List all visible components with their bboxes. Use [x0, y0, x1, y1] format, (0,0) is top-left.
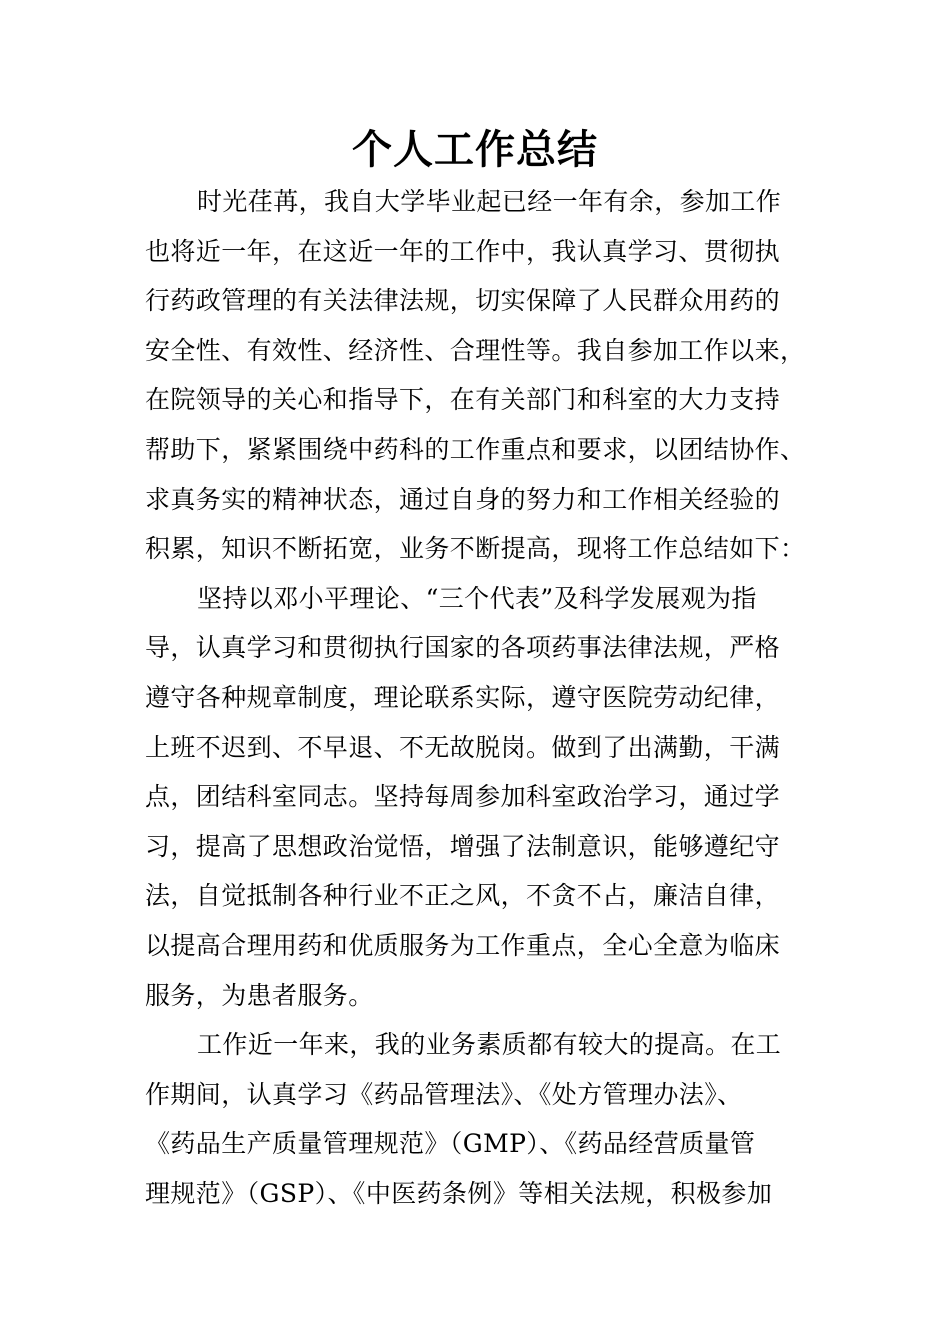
text-line: 坚持以邓小平理论、“三个代表”及科学发展观为指	[197, 583, 757, 613]
text-line: 服务，为患者服务。	[145, 980, 374, 1010]
document-title: 个人工作总结	[352, 126, 598, 173]
text-line: 积累，知识不断拓宽，业务不断提高，现将工作总结如下：	[145, 534, 806, 564]
text-line: 习，提高了思想政治觉悟，增强了法制意识，能够遵纪守	[145, 831, 781, 861]
text-line: 作期间，认真学习《药品管理法》、《处方管理办法》、	[145, 1079, 743, 1109]
text-line: 上班不迟到、不早退、不无故脱岗。做到了出满勤，干满	[145, 732, 781, 762]
text-line: 法，自觉抵制各种行业不正之风，不贪不占，廉洁自律，	[145, 881, 781, 911]
text-line: 理规范》（GSP）、《中医药条例》等相关法规，积极参加	[145, 1178, 773, 1208]
text-line: 行药政管理的有关法律法规，切实保障了人民群众用药的	[145, 286, 781, 316]
text-line: 以提高合理用药和优质服务为工作重点，全心全意为临床	[145, 930, 781, 960]
text-line: 在院领导的关心和指导下，在有关部门和科室的大力支持	[145, 385, 781, 415]
text-line: 时光荏苒，我自大学毕业起已经一年有余，参加工作	[197, 187, 782, 216]
text-line: 求真务实的精神状态，通过自身的努力和工作相关经验的	[145, 484, 781, 514]
text-line: 工作近一年来，我的业务素质都有较大的提高。在工	[197, 1030, 782, 1060]
text-line: 帮助下，紧紧围绕中药科的工作重点和要求，以团结协作、	[145, 434, 806, 464]
text-line: 遵守各种规章制度，理论联系实际，遵守医院劳动纪律，	[145, 682, 781, 712]
text-line: 安全性、有效性、经济性、合理性等。我自参加工作以来，	[145, 335, 806, 365]
text-line: 点，团结科室同志。坚持每周参加科室政治学习，通过学	[145, 782, 781, 812]
document-body	[145, 177, 835, 1218]
text-line: 《药品生产质量管理规范》（GMP）、《药品经营质量管	[145, 1129, 756, 1159]
text-line: 导，认真学习和贯彻执行国家的各项药事法律法规，严格	[145, 633, 781, 663]
text-line: 也将近一年，在这近一年的工作中，我认真学习、贯彻执	[145, 236, 781, 266]
